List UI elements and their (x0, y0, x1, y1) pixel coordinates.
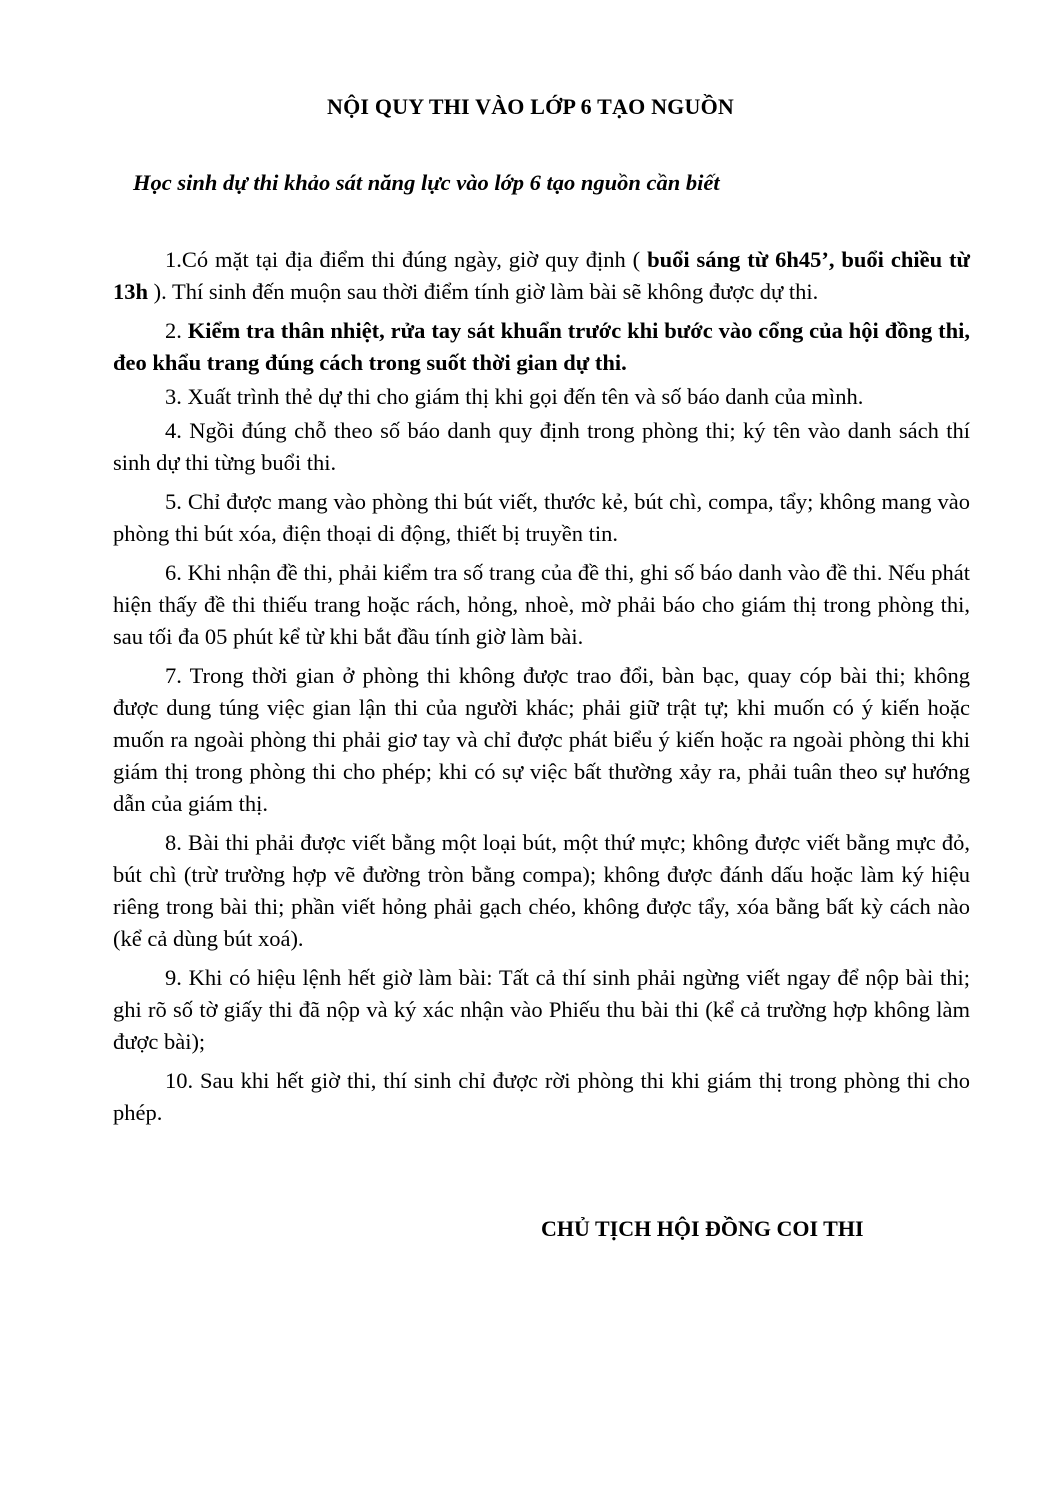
rule-2-bold-text: Kiểm tra thân nhiệt, rửa tay sát khuẩn trước khi bước vào cổng của hội đồng thi, đeo khẩu trang đúng cách trong suốt thời gian dự thi. (113, 318, 970, 375)
rule-1-bold-text: buổi sáng từ 6h45’, buổi chiều từ 13h (113, 247, 970, 304)
rule-1-text-before: 1.Có mặt tại địa điểm thi đúng ngày, giờ quy định ( (165, 247, 648, 272)
rule-5: 5. Chỉ được mang vào phòng thi bút viết, thước kẻ, bút chì, compa, tẩy; không mang vào phòng thi bút xóa, điện thoại di động, thiết bị truyền tin. (113, 489, 970, 546)
rule-7: 7. Trong thời gian ở phòng thi không được trao đổi, bàn bạc, quay cóp bài thi; không được dung túng việc gian lận thi của người khác; phải giữ trật tự; khi muốn có ý kiến hoặc muốn ra ngoài phòng thi phải giơ tay và chỉ được phát biểu ý kiến hoặc ra ngoài phòng thi khi giám thị trong phòng thi cho phép; khi có sự việc bất thường xảy ra, phải tuân theo sự hướng dẫn của giám thị. (113, 663, 970, 816)
rule-6: 6. Khi nhận đề thi, phải kiểm tra số trang của đề thi, ghi số báo danh vào đề thi. Nếu phát hiện thấy đề thi thiếu trang hoặc rách, hỏng, nhoè, mờ phải báo cho giám thị trong phòng thi, sau tối đa 05 phút kể từ khi bắt đầu tính giờ làm bài. (113, 560, 970, 649)
rule-1 (113, 244, 970, 308)
rule-2 (113, 315, 970, 379)
rules-list (113, 244, 970, 1136)
rule-10: 10. Sau khi hết giờ thi, thí sinh chỉ được rời phòng thi khi giám thị trong phòng thi cho phép. (113, 1068, 970, 1125)
rule-1-text-after: ). Thí sinh đến muộn sau thời điểm tính giờ làm bài sẽ không được dự thi. (148, 279, 819, 304)
rule-4: 4. Ngồi đúng chỗ theo số báo danh quy định trong phòng thi; ký tên vào danh sách thí sinh dự thi từng buổi thi. (113, 418, 970, 475)
document-subtitle: Học sinh dự thi khảo sát năng lực vào lớp 6 tạo nguồn cần biết (133, 170, 720, 195)
rule-2-number: 2. (165, 318, 188, 343)
document-title: NỘI QUY THI VÀO LỚP 6 TẠO NGUỒN (327, 94, 734, 119)
rule-3: 3. Xuất trình thẻ dự thi cho giám thị khi gọi đến tên và số báo danh của mình. (165, 384, 864, 409)
rule-9: 9. Khi có hiệu lệnh hết giờ làm bài: Tất cả thí sinh phải ngừng viết ngay để nộp bài thi; ghi rõ số tờ giấy thi đã nộp và ký xác nhận vào Phiếu thu bài thi (kể cả trường hợp không làm được bài); (113, 965, 970, 1054)
rule-8: 8. Bài thi phải được viết bằng một loại bút, một thứ mực; không được viết bằng mực đỏ, bút chì (trừ trường hợp vẽ đường tròn bằng compa); không được đánh dấu hoặc làm ký hiệu riêng trong bài thi; phần viết hỏng phải gạch chéo, không được tẩy, xóa bằng bất kỳ cách nào (kể cả dùng bút xoá). (113, 830, 970, 951)
signature-title: CHỦ TỊCH HỘI ĐỒNG COI THI (541, 1216, 864, 1241)
